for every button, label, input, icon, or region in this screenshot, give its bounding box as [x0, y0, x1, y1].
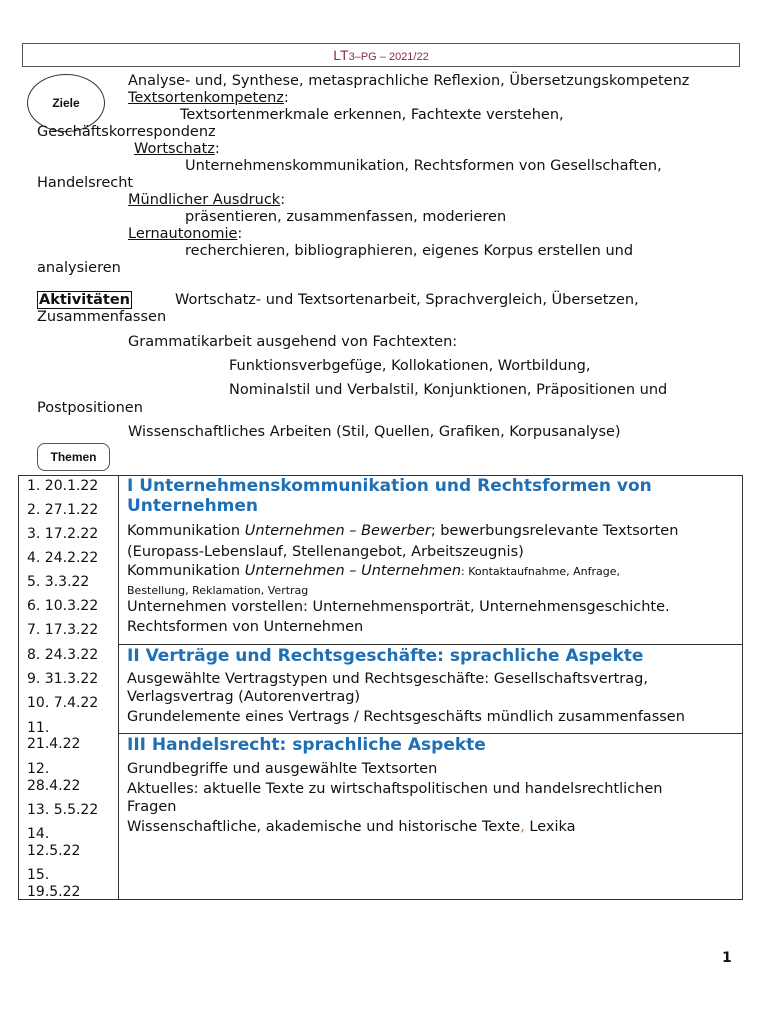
section-1-line6: Rechtsformen von Unternehmen — [127, 619, 364, 635]
lern-heading: Lernautonomie: — [128, 226, 243, 242]
muendlich-text: präsentieren, zusammenfassen, moderieren — [185, 209, 507, 225]
lern-head: Lernautonomie — [128, 226, 238, 242]
date-item: 8. 24.3.22 — [27, 647, 99, 663]
schedule-table — [18, 475, 743, 900]
date-item: 12. — [27, 761, 50, 777]
section-2-title: II Verträge und Rechtsgeschäfte: sprachliche Aspekte — [127, 646, 644, 666]
section-3-line3: Fragen — [127, 799, 177, 815]
textsorten-heading: Textsortenkompetenz: — [128, 90, 289, 106]
wortschatz-text: Unternehmenskommunikation, Rechtsformen von Gesellschaften, — [185, 158, 662, 174]
date-item: 3. 17.2.22 — [27, 526, 99, 542]
date-item: 28.4.22 — [27, 778, 81, 794]
date-item: 21.4.22 — [27, 736, 81, 752]
section-1-line1: Kommunikation Unternehmen – Bewerber; bewerbungsrelevante Textsorten — [127, 523, 679, 539]
aktivitaeten-line5: Wissenschaftliches Arbeiten (Stil, Quellen, Grafiken, Korpusanalyse) — [128, 424, 621, 440]
date-item: 19.5.22 — [27, 884, 81, 900]
section-1-title-line2: Unternehmen — [127, 496, 259, 516]
date-item: 2. 27.1.22 — [27, 502, 99, 518]
section-1-line5: Unternehmen vorstellen: Unternehmensporträt, Unternehmensgeschichte. — [127, 599, 670, 615]
page-number: 1 — [722, 950, 732, 966]
wortschatz-heading: Wortschatz: — [134, 141, 220, 157]
themen-badge — [37, 443, 110, 471]
header-box — [22, 43, 740, 67]
section-1-line2: (Europass-Lebenslauf, Stellenangebot, Arbeitszeugnis) — [127, 544, 524, 560]
section-divider — [119, 644, 742, 645]
section-3-line1: Grundbegriffe und ausgewählte Textsorten — [127, 761, 438, 777]
lern-text: recherchieren, bibliographieren, eigenes Korpus erstellen und — [185, 243, 634, 259]
header-rest: 3–PG – 2021/22 — [348, 51, 429, 63]
date-item: 7. 17.3.22 — [27, 622, 99, 638]
muendlich-heading: Mündlicher Ausdruck: — [128, 192, 286, 208]
section-divider — [119, 733, 742, 734]
aktivitaeten-line2: Grammatikarbeit ausgehend von Fachtexten: — [128, 334, 458, 350]
aktivitaeten-line4: Nominalstil und Verbalstil, Konjunktionen, Präpositionen und — [229, 382, 668, 398]
ziele-line1: Analyse- und, Synthese, metasprachliche Reflexion, Übersetzungskompetenz — [128, 73, 690, 89]
section-3-line4: Wissenschaftliche, akademische und historische Texte, Lexika — [127, 819, 576, 835]
date-item: 5. 3.3.22 — [27, 574, 90, 590]
header-lt: LT — [333, 47, 349, 63]
date-item: 1. 20.1.22 — [27, 478, 99, 494]
date-item: 10. 7.4.22 — [27, 695, 99, 711]
muendlich-head: Mündlicher Ausdruck — [128, 192, 281, 208]
section-1-title-line1: I Unternehmenskommunikation und Rechtsformen von — [127, 476, 652, 496]
date-item: 13. 5.5.22 — [27, 802, 99, 818]
section-2-line1: Ausgewählte Vertragstypen und Rechtsgeschäfte: Gesellschaftsvertrag, — [127, 671, 648, 687]
aktivitaeten-label: Aktivitäten — [39, 292, 130, 308]
section-3-line2: Aktuelles: aktuelle Texte zu wirtschaftspolitischen und handelsrechtlichen — [127, 781, 663, 797]
section-1-line3: Kommunikation Unternehmen – Unternehmen: Kontaktaufnahme, Anfrage, — [127, 563, 620, 579]
textsorten-wrap: Geschäftskorrespondenz — [37, 124, 216, 140]
date-item: 4. 24.2.22 — [27, 550, 99, 566]
date-item: 6. 10.3.22 — [27, 598, 99, 614]
date-item: 15. — [27, 867, 50, 883]
ziele-label: Ziele — [52, 96, 80, 110]
section-1-line4: Bestellung, Reklamation, Vertrag — [127, 584, 309, 597]
themen-label: Themen — [50, 450, 97, 464]
aktivitaeten-line3: Funktionsverbgefüge, Kollokationen, Wortbildung, — [229, 358, 591, 374]
date-column — [19, 476, 119, 899]
textsorten-head: Textsortenkompetenz — [128, 90, 284, 106]
date-item: 12.5.22 — [27, 843, 81, 859]
date-item: 11. — [27, 720, 50, 736]
lern-wrap: analysieren — [37, 260, 121, 276]
textsorten-text: Textsortenmerkmale erkennen, Fachtexte verstehen, — [180, 107, 564, 123]
aktivitaeten-line4-wrap: Postpositionen — [37, 400, 143, 416]
date-item: 14. — [27, 826, 50, 842]
section-3-title: III Handelsrecht: sprachliche Aspekte — [127, 735, 486, 755]
date-item: 9. 31.3.22 — [27, 671, 99, 687]
section-2-line2: Verlagsvertrag (Autorenvertrag) — [127, 689, 361, 705]
section-2-line3: Grundelemente eines Vertrags / Rechtsgeschäfts mündlich zusammenfassen — [127, 709, 685, 725]
aktivitaeten-line1: Wortschatz- und Textsortenarbeit, Sprachvergleich, Übersetzen, — [175, 292, 639, 308]
wortschatz-head: Wortschatz — [134, 141, 215, 157]
wortschatz-wrap: Handelsrecht — [37, 175, 134, 191]
aktivitaeten-line1-wrap: Zusammenfassen — [37, 309, 167, 325]
